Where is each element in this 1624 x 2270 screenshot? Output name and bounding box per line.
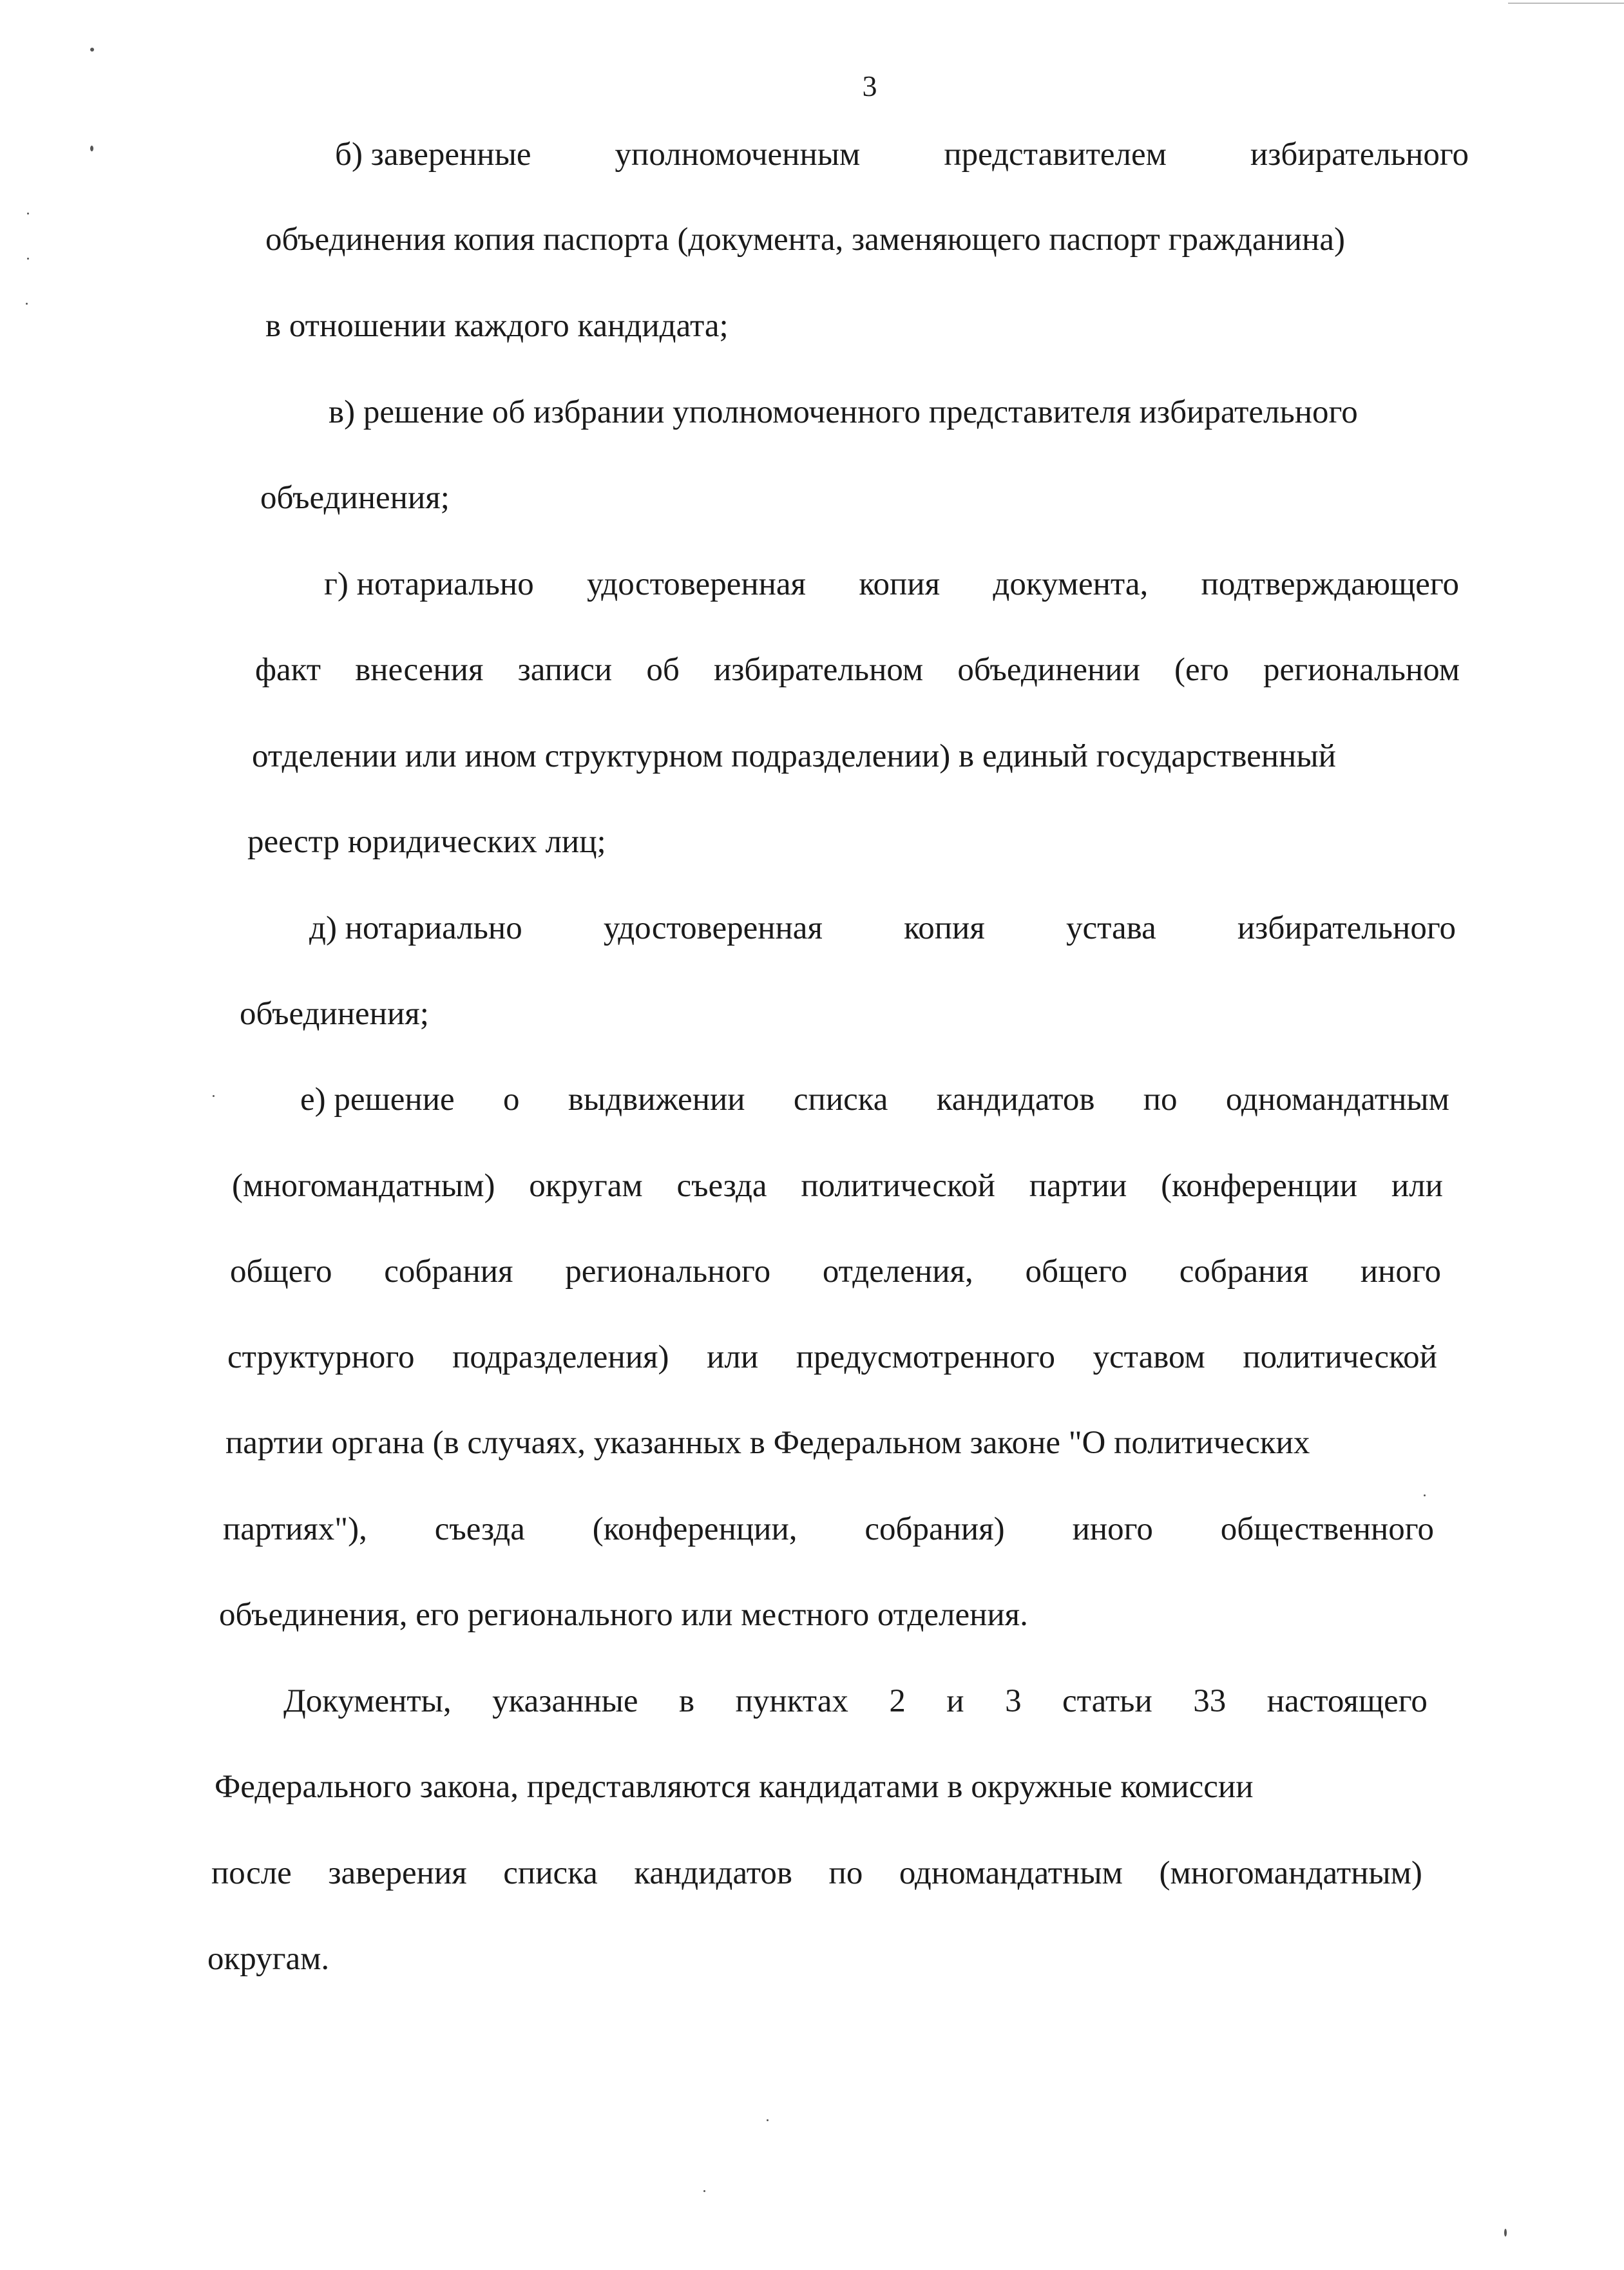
word: подтверждающего xyxy=(1201,566,1459,602)
word: регионального xyxy=(565,1254,771,1290)
word: списка xyxy=(503,1855,598,1891)
word: е) решение xyxy=(300,1082,455,1118)
word: настоящего xyxy=(1266,1683,1428,1719)
word: избирательного xyxy=(1250,137,1469,173)
word: выдвижении xyxy=(568,1082,745,1118)
word: съезда xyxy=(434,1511,525,1547)
word: после xyxy=(211,1855,292,1891)
word: 2 xyxy=(889,1683,906,1719)
word: или xyxy=(1391,1168,1443,1204)
word: собрания) xyxy=(865,1511,1005,1547)
word: 3 xyxy=(1005,1683,1022,1719)
word: общего xyxy=(230,1254,332,1290)
word: предусмотренного xyxy=(796,1339,1055,1375)
word: пунктах xyxy=(735,1683,848,1719)
word: одномандатным xyxy=(1225,1082,1449,1118)
item-b-line-1 xyxy=(335,135,1469,174)
page-number: 3 xyxy=(862,70,877,102)
scan-speck xyxy=(27,213,29,215)
word: по xyxy=(1143,1082,1178,1118)
item-e-line-6 xyxy=(223,1510,1434,1549)
item-e-line-3 xyxy=(230,1252,1441,1291)
word: удостоверенная xyxy=(603,910,823,946)
word: кандидатов xyxy=(634,1855,792,1891)
item-e-line-2 xyxy=(232,1167,1443,1205)
item-g-line-4: реестр юридических лиц; xyxy=(247,824,606,860)
word: кандидатов xyxy=(936,1082,1095,1118)
scan-speck xyxy=(1424,1494,1426,1496)
word: округам xyxy=(529,1168,643,1204)
word: об xyxy=(646,652,680,688)
word: представителем xyxy=(944,137,1167,173)
word: по xyxy=(828,1855,863,1891)
word: избирательного xyxy=(1237,910,1456,946)
word: указанные xyxy=(492,1683,638,1719)
closing-line-3 xyxy=(211,1854,1422,1893)
word: устава xyxy=(1065,910,1156,946)
item-g-line-2 xyxy=(255,651,1460,689)
word: политической xyxy=(801,1168,995,1204)
word: г) нотариально xyxy=(324,566,534,602)
word: (его xyxy=(1174,652,1229,688)
word: факт xyxy=(255,652,321,688)
item-e-line-7: объединения, его регионального или местного отделения. xyxy=(219,1597,1028,1633)
word: одномандатным xyxy=(899,1855,1123,1891)
item-b-line-2: объединения копия паспорта (документа, заменяющего паспорт гражданина) xyxy=(265,222,1345,258)
word: политической xyxy=(1243,1339,1437,1375)
item-e-line-1 xyxy=(300,1080,1449,1119)
word: собрания xyxy=(1179,1254,1309,1290)
item-e-line-5: партии органа (в случаях, указанных в Федеральном законе "О политических xyxy=(225,1425,1310,1461)
item-g-line-1 xyxy=(324,565,1459,604)
scan-speck xyxy=(26,303,28,305)
word: 33 xyxy=(1193,1683,1227,1719)
word: копия xyxy=(904,910,985,946)
word: уполномоченным xyxy=(615,137,861,173)
word: общего xyxy=(1025,1254,1128,1290)
word: (многомандатным) xyxy=(1159,1855,1422,1891)
scan-edge-line xyxy=(1508,3,1624,4)
word: в xyxy=(679,1683,695,1719)
scan-speck xyxy=(90,146,93,151)
word: Документы, xyxy=(283,1683,452,1719)
item-b-line-3: в отношении каждого кандидата; xyxy=(265,308,729,344)
word: структурного xyxy=(227,1339,415,1375)
closing-line-4: округам. xyxy=(207,1941,330,1977)
closing-line-1 xyxy=(283,1682,1428,1721)
word: б) заверенные xyxy=(335,137,531,173)
word: подразделения) xyxy=(452,1339,669,1375)
word: удостоверенная xyxy=(587,566,807,602)
item-d-line-1 xyxy=(309,909,1456,948)
word: объединении xyxy=(957,652,1140,688)
word: заверения xyxy=(328,1855,467,1891)
word: съезда xyxy=(676,1168,767,1204)
item-v-line-1: в) решение об избрании уполномоченного представителя избирательного xyxy=(329,394,1358,430)
word: внесения xyxy=(355,652,484,688)
word: иного xyxy=(1072,1511,1153,1547)
word: документа, xyxy=(993,566,1149,602)
word: о xyxy=(502,1082,520,1118)
word: статьи xyxy=(1062,1683,1152,1719)
closing-line-2: Федерального закона, представляются кандидатами в окружные комиссии xyxy=(215,1769,1254,1805)
item-e-line-4 xyxy=(227,1338,1437,1377)
item-g-line-3: отделении или ином структурном подразделении) в единый государственный xyxy=(252,738,1336,774)
word: избирательном xyxy=(713,652,924,688)
word: иного xyxy=(1360,1254,1441,1290)
word: копия xyxy=(859,566,941,602)
word: партии xyxy=(1029,1168,1127,1204)
word: партиях"), xyxy=(223,1511,367,1547)
word: или xyxy=(707,1339,759,1375)
scan-speck xyxy=(1504,2229,1507,2237)
word: региональном xyxy=(1263,652,1460,688)
scan-speck xyxy=(27,258,29,260)
word: списка xyxy=(793,1082,888,1118)
word: записи xyxy=(517,652,613,688)
scan-speck xyxy=(703,2190,705,2192)
word: д) нотариально xyxy=(309,910,522,946)
word: уставом xyxy=(1093,1339,1205,1375)
scan-speck xyxy=(213,1095,215,1097)
item-v-line-2: объединения; xyxy=(260,480,450,516)
word: общественного xyxy=(1220,1511,1434,1547)
word: (конференции, xyxy=(592,1511,798,1547)
word: собрания xyxy=(384,1254,513,1290)
word: (конференции xyxy=(1161,1168,1358,1204)
word: и xyxy=(946,1683,964,1719)
item-d-line-2: объединения; xyxy=(240,996,429,1032)
word: (многомандатным) xyxy=(232,1168,495,1204)
scan-speck xyxy=(90,48,94,52)
scan-speck xyxy=(767,2119,769,2121)
word: отделения, xyxy=(822,1254,973,1290)
